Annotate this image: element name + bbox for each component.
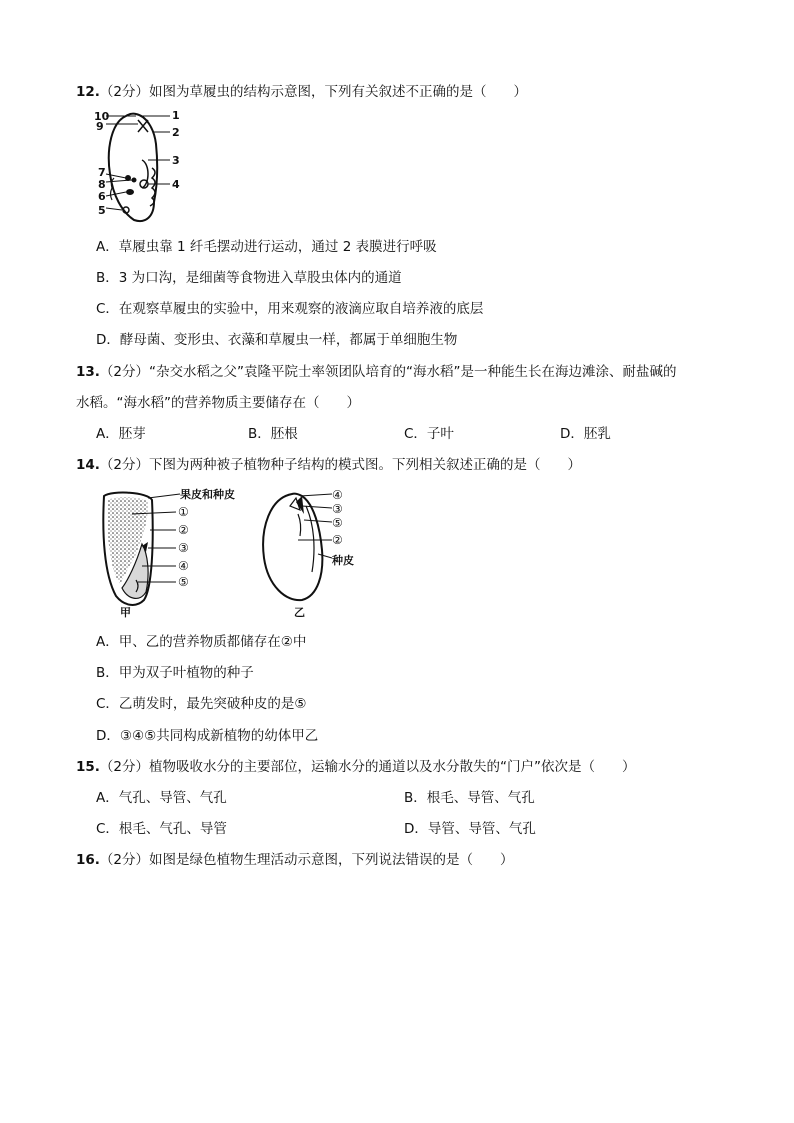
- question-text: 如图为草履虫的结构示意图，下列有关叙述不正确的是（ ）: [149, 84, 528, 100]
- jia-label-4: ④: [178, 559, 189, 573]
- question-text: 植物吸收水分的主要部位，运输水分的通道以及水分散失的“门户”依次是（ ）: [149, 759, 636, 775]
- yi-label-5: ⑤: [332, 516, 343, 530]
- jia-top-label: 果皮和种皮: [180, 488, 235, 501]
- q12-option-c: C．在观察草履虫的实验中，用来观察的液滴应取自培养液的底层: [96, 301, 484, 317]
- seed-figure-jia: [92, 484, 268, 622]
- question-number: 16.: [76, 852, 100, 868]
- question-score: （2分）: [99, 364, 150, 380]
- q14-option-a: A．甲、乙的营养物质都储存在②中: [96, 634, 307, 650]
- question-text: 下图为两种被子植物种子结构的模式图。下列相关叙述正确的是（ ）: [149, 457, 582, 473]
- paramecium-label-7: 7: [98, 166, 106, 179]
- q13-option-b: B．胚根: [248, 426, 298, 442]
- question-13-line2: 水稻。“海水稻”的营养物质主要储存在（ ）: [76, 395, 360, 411]
- q12-option-b: B．3 为口沟，是细菌等食物进入草股虫体内的通道: [96, 270, 402, 286]
- question-13: [76, 362, 677, 382]
- yi-label-4: ④: [332, 488, 343, 502]
- question-number: 12.: [76, 84, 100, 100]
- question-number: 14.: [76, 457, 100, 473]
- q13-option-d: D．胚乳: [560, 426, 611, 442]
- jia-caption: 甲: [120, 606, 131, 619]
- question-score: （2分）: [99, 759, 150, 775]
- paramecium-label-6: 6: [98, 190, 106, 203]
- paramecium-label-10: 10: [94, 110, 110, 123]
- jia-label-5: ⑤: [178, 575, 189, 589]
- question-score: （2分）: [99, 852, 150, 868]
- question-score: （2分）: [99, 457, 150, 473]
- yi-caption: 乙: [294, 606, 305, 619]
- question-15: [76, 757, 636, 777]
- q13-option-c: C．子叶: [404, 426, 454, 442]
- paramecium-label-1: 1: [172, 109, 180, 122]
- q12-option-d: D．酵母菌、变形虫、衣藻和草履虫一样，都属于单细胞生物: [96, 332, 458, 348]
- paramecium-figure: [92, 108, 184, 226]
- q13-option-a: A．胚芽: [96, 426, 146, 442]
- yi-seed-coat-label: 种皮: [332, 554, 354, 567]
- question-text: 如图是绿色植物生理活动示意图，下列说法错误的是（ ）: [149, 852, 514, 868]
- question-16: [76, 850, 514, 870]
- question-14: [76, 455, 581, 475]
- q12-option-a: A．草履虫靠 1 纤毛摆动进行运动，通过 2 表膜进行呼吸: [96, 239, 437, 255]
- jia-label-2: ②: [178, 523, 189, 537]
- q15-option-b: B．根毛、导管、气孔: [404, 790, 535, 806]
- yi-label-2: ②: [332, 533, 343, 547]
- paramecium-label-3: 3: [172, 154, 180, 167]
- q15-option-a: A．气孔、导管、气孔: [96, 790, 227, 806]
- question-number: 15.: [76, 759, 100, 775]
- paramecium-label-2: 2: [172, 126, 180, 139]
- question-text: “杂交水稻之父”袁隆平院士率领团队培育的“海水稻”是一种能生长在海边滩涂、耐盐碱的: [149, 364, 677, 380]
- seed-figure-yi: [252, 484, 382, 622]
- q15-option-d: D．导管、导管、气孔: [404, 821, 536, 837]
- paramecium-label-8: 8: [98, 178, 106, 191]
- q14-option-d: D．③④⑤共同构成新植物的幼体甲乙: [96, 728, 319, 744]
- question-12: [76, 82, 527, 102]
- paramecium-label-9: 9: [96, 120, 104, 133]
- question-score: （2分）: [99, 84, 150, 100]
- q14-option-c: C．乙萌发时，最先突破种皮的是⑤: [96, 696, 307, 712]
- jia-label-1: ①: [178, 505, 189, 519]
- yi-label-3: ③: [332, 502, 343, 516]
- q15-option-c: C．根毛、气孔、导管: [96, 821, 227, 837]
- paramecium-label-4: 4: [172, 178, 180, 191]
- paramecium-label-5: 5: [98, 204, 106, 217]
- question-number: 13.: [76, 364, 100, 380]
- jia-label-3: ③: [178, 541, 189, 555]
- q14-option-b: B．甲为双子叶植物的种子: [96, 665, 254, 681]
